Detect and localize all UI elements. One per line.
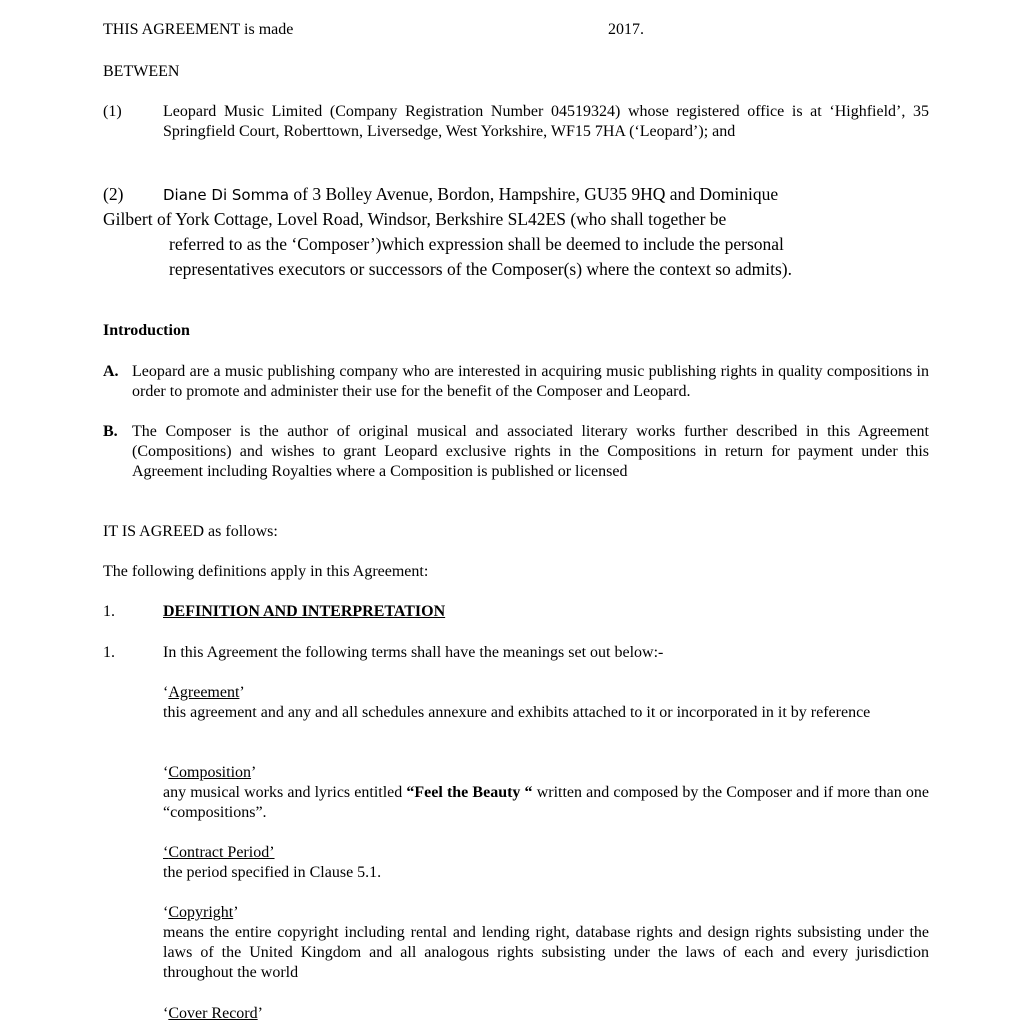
term-open-quote: ‘ <box>163 1005 169 1022</box>
clause-1-number: 1. <box>103 644 115 661</box>
intro-item-b-text: The Composer is the author of original musical and associated literary works further described in this Agreement (Compositions) and wishes to grant Leopard exclusive rights in the Compositions in return for payment under this Agreement including Royalties where a Composition is published or licensed <box>132 423 929 480</box>
term-close-quote: ’ <box>251 764 257 781</box>
definition-agreement: this agreement and any and all schedules annexure and exhibits attached to it or incorporated in it by reference <box>163 704 871 721</box>
composition-title: “Feel the Beauty “ <box>406 784 533 801</box>
term-word: Agreement <box>168 684 240 701</box>
term-open-quote: ‘ <box>163 684 169 701</box>
clause-1-text: In this Agreement the following terms shall have the meanings set out below:- <box>163 644 664 661</box>
term-open-quote: ‘ <box>163 844 169 861</box>
agreement-made-label: THIS AGREEMENT is made <box>103 21 294 38</box>
party-2-line-4: representatives executors or successors of the Composer(s) where the context so admits). <box>169 259 793 279</box>
term-word: Cover Record <box>168 1005 258 1022</box>
between-heading: BETWEEN <box>103 63 180 80</box>
term-open-quote: ‘ <box>163 764 169 781</box>
term-word: Composition <box>168 764 252 781</box>
term-close-quote: ’ <box>233 904 239 921</box>
section-1-number: 1. <box>103 603 115 620</box>
term-word: Contract Period’ <box>168 844 275 861</box>
section-1-title: DEFINITION AND INTERPRETATION <box>163 603 446 620</box>
term-composition <box>163 763 256 783</box>
party-2-line-2: Gilbert of York Cottage, Lovel Road, Windsor, Berkshire SL42ES (who shall together be <box>103 209 727 229</box>
party-2-number: (2) <box>103 184 124 204</box>
it-is-agreed: IT IS AGREED as follows: <box>103 523 278 540</box>
definitions-intro: The following definitions apply in this Agreement: <box>103 563 429 580</box>
introduction-heading: Introduction <box>103 322 190 339</box>
term-agreement <box>163 683 245 703</box>
agreement-year: 2017. <box>608 21 644 38</box>
term-close-quote: ’ <box>239 684 245 701</box>
intro-item-b-letter: B. <box>103 423 118 440</box>
party-1-text: Leopard Music Limited (Company Registration Number 04519324) whose registered office is at ‘Highfield’, 35 Springfield Court, Roberttown, Liversedge, West Yorkshire, WF15 7HA (‘Leopard’); and <box>163 103 929 140</box>
term-word: Copyright <box>168 904 234 921</box>
definition-composition <box>163 783 929 823</box>
party-1-number: (1) <box>103 103 122 120</box>
definition-composition-start: any musical works and lyrics entitled <box>163 784 407 801</box>
term-close-quote: ’ <box>257 1005 263 1022</box>
party-2-line-3: referred to as the ‘Composer’)which expression shall be deemed to include the personal <box>169 234 784 254</box>
term-open-quote: ‘ <box>163 904 169 921</box>
definition-composition-end: written and composed by the Composer and if more than one “compositions”. <box>163 784 930 821</box>
term-contract-period <box>163 843 275 863</box>
party-2-line-1 <box>163 182 778 208</box>
term-cover-record <box>163 1004 263 1024</box>
party-2-line-1-rest: of 3 Bolley Avenue, Bordon, Hampshire, GU35 9HQ and Dominique <box>289 184 779 204</box>
definition-copyright: means the entire copyright including rental and lending right, database rights and design rights subsisting under the laws of the United Kingdom and all analogous rights subsisting under the laws of each and every jurisdiction throughout the world <box>163 924 929 981</box>
definition-contract-period: the period specified in Clause 5.1. <box>163 864 382 881</box>
composer-name: Diane Di Somma <box>163 186 290 204</box>
term-copyright <box>163 903 239 923</box>
intro-item-a-letter: A. <box>103 363 119 380</box>
intro-item-a-text: Leopard are a music publishing company who are interested in acquiring music publishing rights in quality compositions in order to promote and administer their use for the benefit of the Composer and Leopard. <box>132 363 929 400</box>
